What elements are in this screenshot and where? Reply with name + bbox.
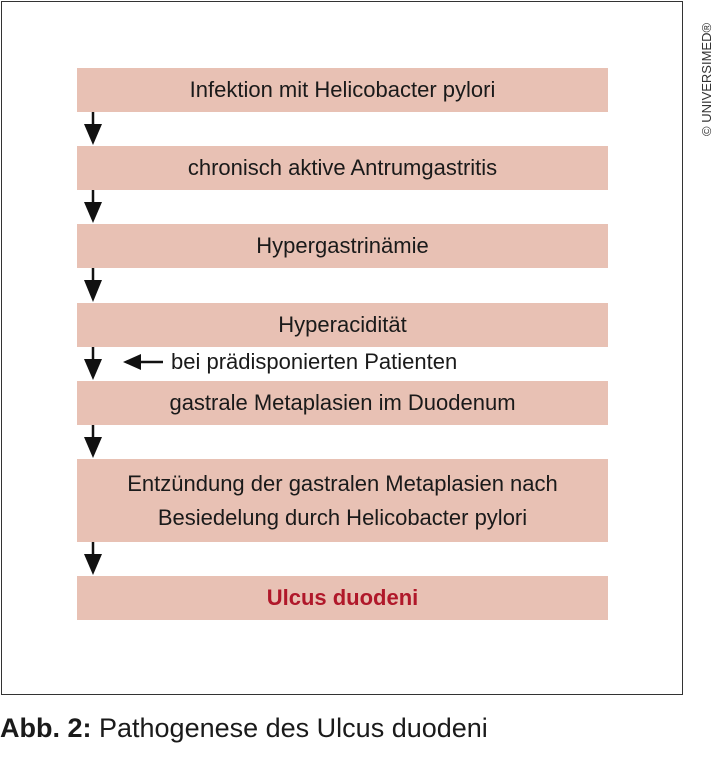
step-ulcus-duodeni bbox=[77, 576, 608, 620]
arrow-down-icon bbox=[83, 425, 103, 459]
arrow-down-icon bbox=[83, 268, 103, 303]
step-label: gastrale Metaplasien im Duodenum bbox=[169, 390, 516, 415]
figure-caption bbox=[0, 713, 488, 744]
step-label: Ulcus duodeni bbox=[266, 585, 419, 610]
copyright-notice bbox=[695, 0, 717, 140]
arrow-down-icon bbox=[83, 190, 103, 224]
caption-prefix: Abb. 2: bbox=[0, 713, 92, 743]
step-label: Hypergastrinämie bbox=[256, 233, 429, 258]
step-antrumgastritis bbox=[77, 146, 608, 190]
step-label-line-1: Entzündung der gastralen Metaplasien nach bbox=[127, 470, 558, 496]
step-hypergastrinaemie bbox=[77, 224, 608, 268]
step-hyperaciditaet bbox=[77, 303, 608, 347]
step-entzuendung bbox=[77, 459, 608, 542]
copyright-text: © UNIVERSIMED® bbox=[699, 22, 714, 136]
step-infektion bbox=[77, 68, 608, 112]
step-metaplasien bbox=[77, 381, 608, 425]
step-label: Hyperacidität bbox=[278, 312, 407, 337]
step-label: Infektion mit Helicobacter pylori bbox=[189, 77, 496, 102]
side-note bbox=[123, 347, 457, 377]
step-label: chronisch aktive Antrumgastritis bbox=[187, 155, 498, 180]
arrow-down-icon bbox=[83, 347, 103, 381]
step-label-line-2: Besiedelung durch Helicobacter pylori bbox=[157, 504, 528, 530]
arrow-down-icon bbox=[83, 112, 103, 146]
arrow-down-icon bbox=[83, 542, 103, 576]
side-note-text: bei prädisponierten Patienten bbox=[171, 349, 458, 374]
arrow-left-icon bbox=[123, 354, 163, 370]
caption-text: Pathogenese des Ulcus duodeni bbox=[91, 713, 488, 743]
